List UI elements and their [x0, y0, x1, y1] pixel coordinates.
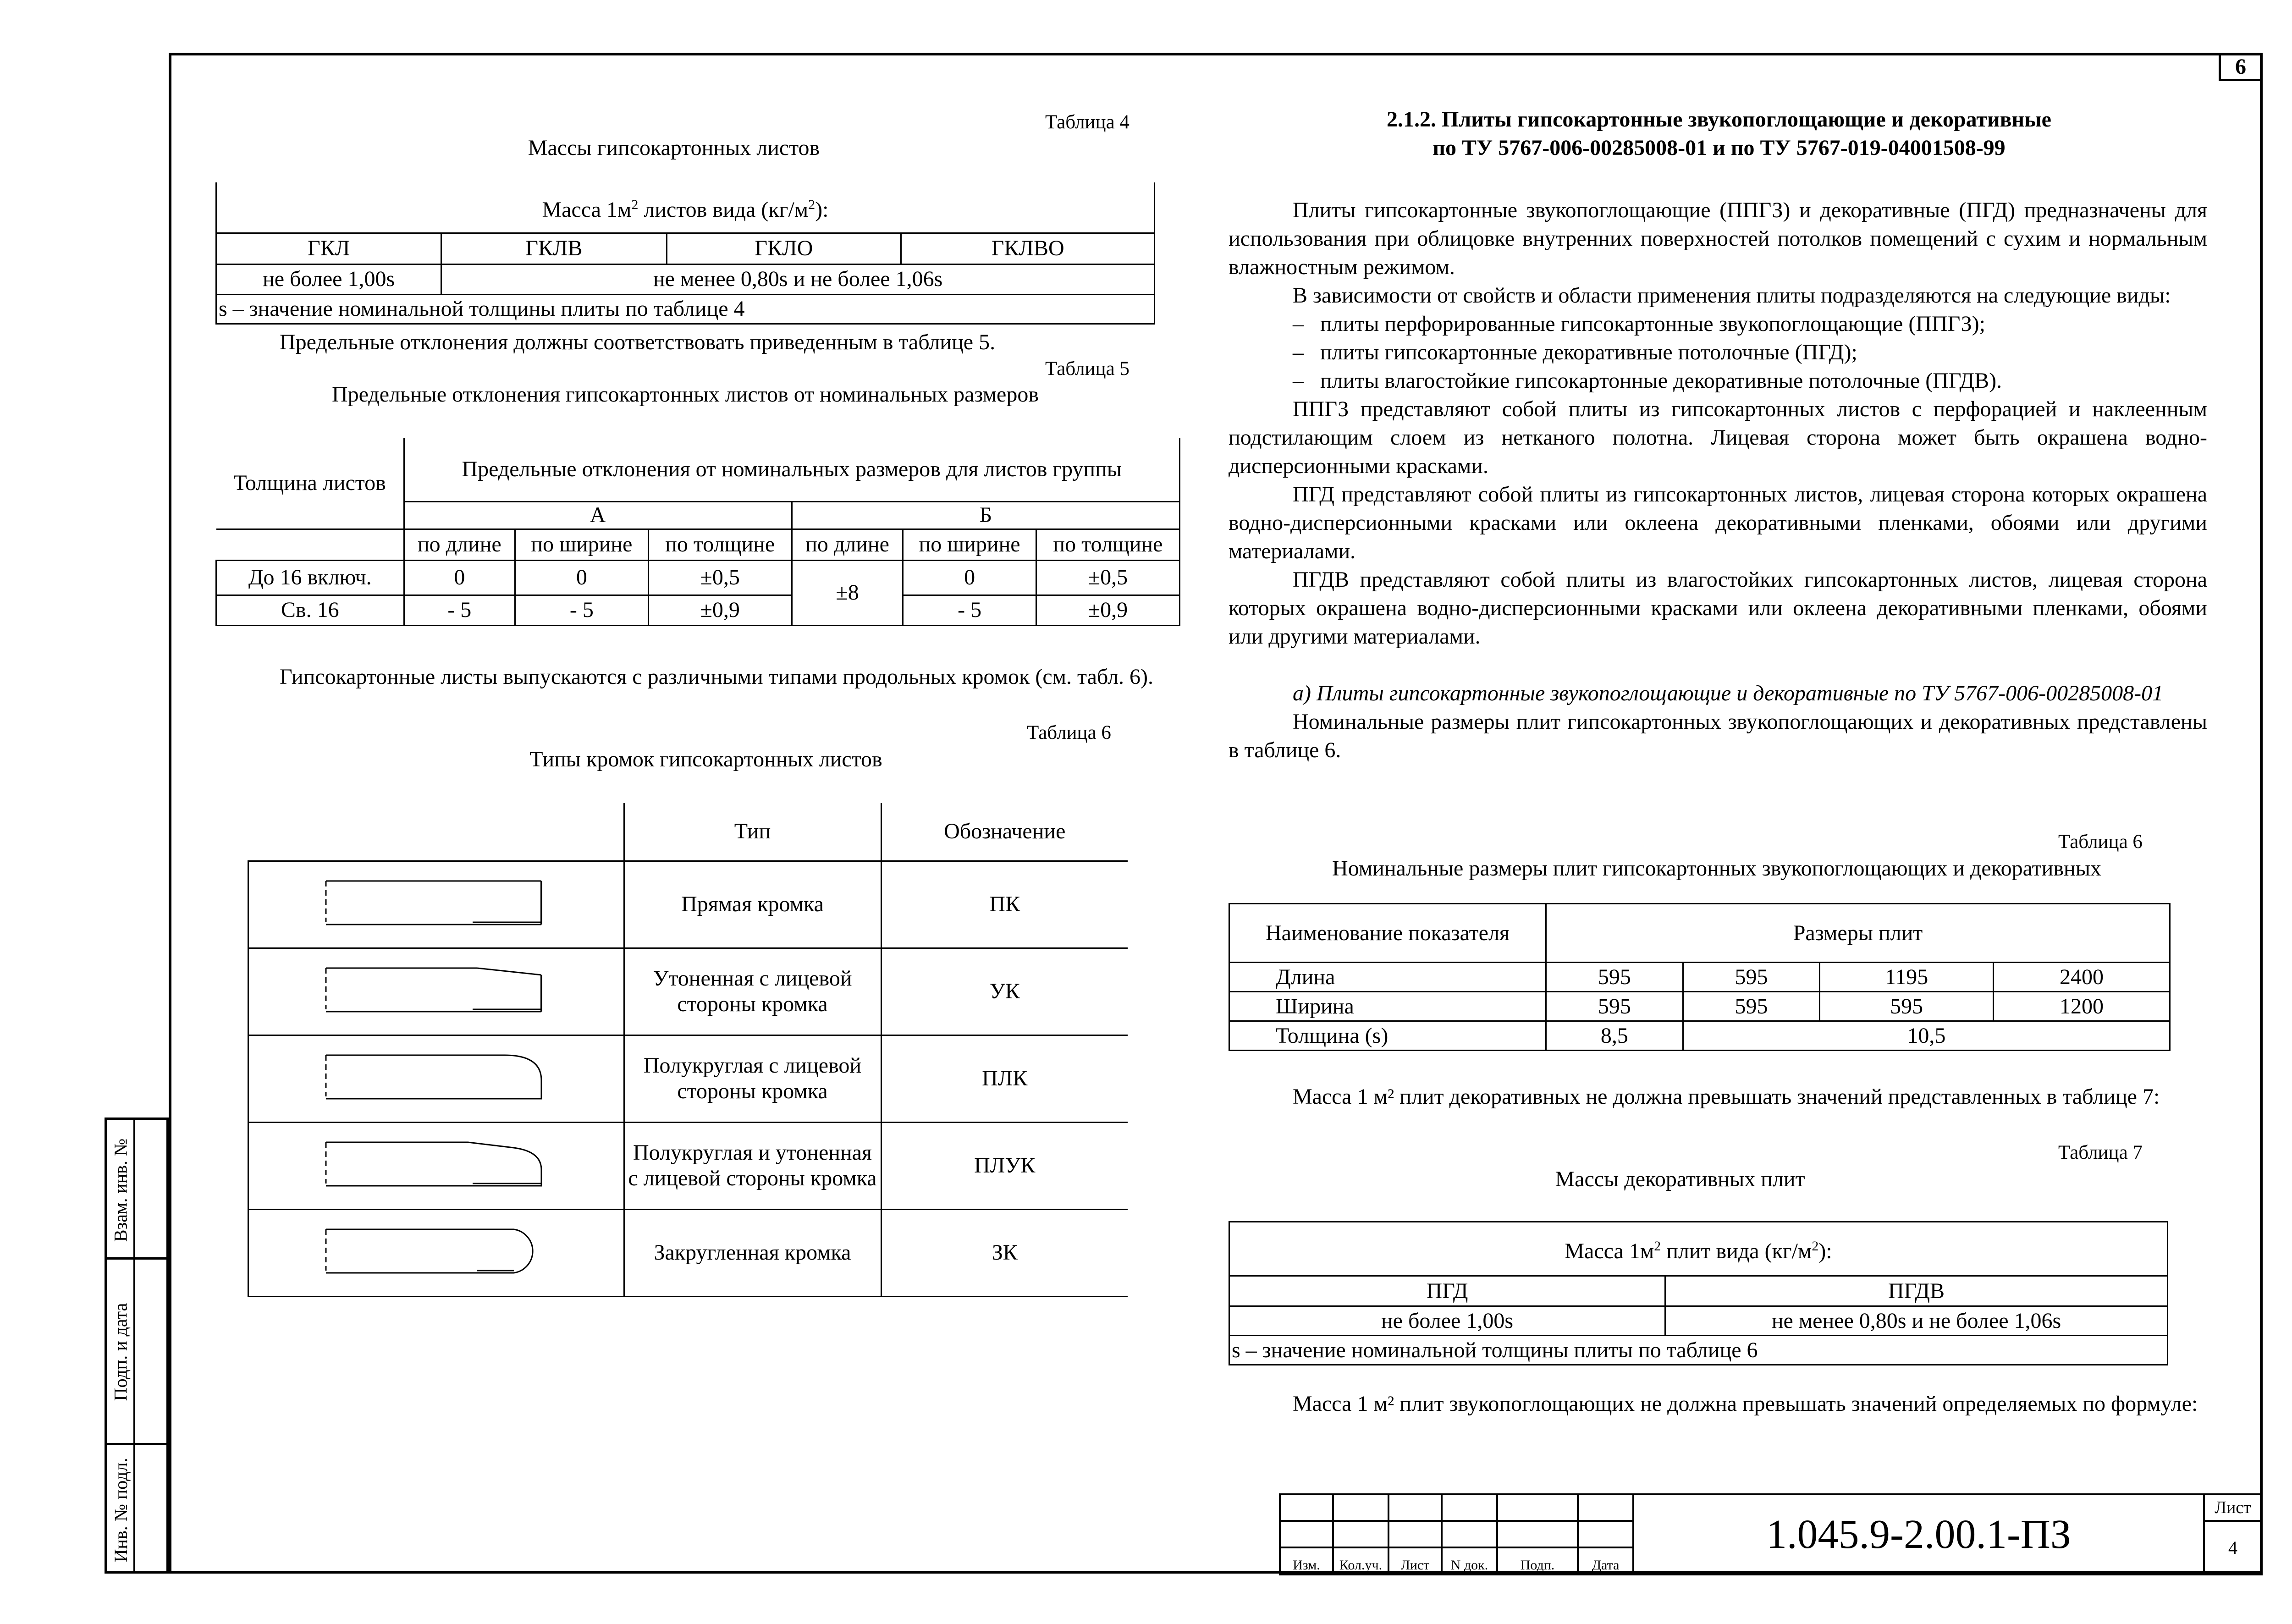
list-item-1: – плиты перфорированные гипсокартонные звукопоглощающие (ППГЗ); — [1293, 312, 1985, 336]
table7-label: Таблица 7 — [2058, 1142, 2143, 1163]
side-box-original-inv — [105, 1443, 169, 1574]
caption-data: Дата — [1578, 1547, 1633, 1574]
edge-code-4: ПЛУК — [881, 1122, 1128, 1209]
para-3: ППГЗ представляют собой плиты из гипсокартонных листов с перфорацией и наклеенным подстилающим слоем из нетканого полотна. Лицевая сторона может быть окрашена водно-дисперсионными красками. — [1229, 397, 2207, 478]
table5-group-b: Б — [792, 501, 1179, 529]
table5-group-a: А — [404, 501, 792, 529]
subsection-a: а) Плиты гипсокартонные звукопоглощающие и декоративные по ТУ 5767-006-00285008-01 — [1293, 681, 2164, 705]
edge-code-1: ПК — [881, 861, 1128, 948]
table7-val-pgdv: не менее 0,80s и не более 1,06s — [1665, 1306, 2168, 1336]
table5-row1-b-width: 0 — [903, 560, 1036, 595]
table6r-label: Таблица 6 — [2058, 831, 2143, 853]
table4-title: Массы гипсокартонных листов — [528, 136, 820, 160]
table4-note: s – значение номинальной толщины плиты по таблице 4 — [216, 294, 1155, 324]
section-heading-line2: по ТУ 5767-006-00285008-01 и по ТУ 5767-019-04001508-99 — [1432, 136, 2006, 160]
table7 — [1229, 1221, 2168, 1365]
table7-val-pgd: не более 1,00s — [1229, 1306, 1665, 1336]
table5-sub-a-thickness: по толщине — [648, 529, 792, 560]
table5-row2-b-thickness: ±0,9 — [1036, 595, 1179, 625]
edge-type-1: Прямая кромка — [624, 861, 881, 948]
table7-header: Масса $1м^2$ плит вида $(кг/м^2)$: — [1229, 1222, 2168, 1276]
edge-sketch-tapered — [248, 948, 624, 1035]
table5-sub-b-width: по ширине — [903, 529, 1036, 560]
table5-sub-a-length: по длине — [404, 529, 515, 560]
side-box-sign-date — [105, 1257, 169, 1445]
section-heading — [1229, 105, 2209, 162]
table6-col-code: Обозначение — [881, 803, 1128, 861]
table5-row1-b-thickness: ±0,5 — [1036, 560, 1179, 595]
table5-title: Предельные отклонения гипсокартонных листов от номинальных размеров — [331, 382, 1039, 407]
caption-izm: Изм. — [1280, 1547, 1333, 1574]
edge-sketch-semicircular — [248, 1035, 624, 1122]
edge-type-5: Закругленная кромка — [624, 1209, 881, 1296]
side-label-replace-inv: Взам. инв. № — [110, 1138, 131, 1242]
sheet-label: Лист — [2204, 1494, 2262, 1521]
table7-note: s – значение номинальной толщины плиты по таблице 6 — [1229, 1336, 2168, 1365]
para-2: В зависимости от свойств и области применения плиты подразделяются на следующие виды: — [1293, 283, 2171, 308]
top-sheet-number: 6 — [2219, 53, 2263, 81]
table5 — [215, 438, 1180, 626]
sheet-number: 4 — [2204, 1521, 2262, 1574]
table5-col-thickness: Толщина листов — [216, 438, 404, 529]
table6r-col-sizes: Размеры плит — [1546, 904, 2170, 963]
list-item-2: – плиты гипсокартонные декоративные потолочные (ПГД); — [1293, 340, 1857, 364]
table4 — [215, 182, 1155, 325]
table6r-length-3: 1195 — [1820, 963, 1994, 992]
table5-row2-a-width: - 5 — [515, 595, 649, 625]
table6r-length-label: Длина — [1229, 963, 1546, 992]
straight-edge-drawing — [275, 872, 596, 931]
table5-row2-a-length: - 5 — [404, 595, 515, 625]
table5-sub-a-width: по ширине — [515, 529, 649, 560]
table5-row1-a-length: 0 — [404, 560, 515, 595]
table6r-width-label: Ширина — [1229, 992, 1546, 1021]
table6r-length-1: 595 — [1546, 963, 1683, 992]
document-designation: 1.045.9-2.00.1-ПЗ — [1633, 1494, 2204, 1574]
semicircular-edge-drawing — [275, 1046, 596, 1106]
table5-row2-a-thickness: ±0,9 — [648, 595, 792, 625]
side-box-replace-inv — [105, 1118, 169, 1260]
edge-code-2: УК — [881, 948, 1128, 1035]
table6r-title: Номинальные размеры плит гипсокартонных звукопоглощающих и декоративных — [1332, 856, 2101, 881]
table4-value-others: не менее 0,80s и не более 1,06s — [441, 264, 1155, 294]
table5-row1-a-thickness: ±0,5 — [648, 560, 792, 595]
caption-n-dok: N док. — [1442, 1547, 1497, 1574]
table6r-col-name: Наименование показателя — [1229, 904, 1546, 963]
table5-b-length: ±8 — [792, 560, 903, 625]
table6-label: Таблица 6 — [1027, 722, 1111, 743]
edge-sketch-semicircular-tapered — [248, 1122, 624, 1209]
caption-list: Лист — [1388, 1547, 1442, 1574]
side-label-sign-date: Подп. и дата — [110, 1303, 131, 1401]
title-block — [1279, 1493, 2263, 1574]
table6r-length-2: 595 — [1683, 963, 1820, 992]
side-label-original-inv: Инв. № подл. — [110, 1458, 131, 1563]
caption-podp: Подп. — [1497, 1547, 1578, 1574]
edge-type-2: Утоненная с лицевой стороны кромка — [624, 948, 881, 1035]
para-4: ПГД представляют собой плиты из гипсокартонных листов, лицевая сторона которых окрашена водно-дисперсионными красками или оклеена декоративными пленками, обоями или другими материалами. — [1229, 482, 2207, 563]
table6r-length-4: 2400 — [1993, 963, 2170, 992]
para-6: Номинальные размеры плит гипсокартонных звукопоглощающих и декоративных представлены в таблице 6. — [1229, 710, 2207, 762]
edge-type-3: Полукруглая с лицевой стороны кромка — [624, 1035, 881, 1122]
table5-row2-name: Св. 16 — [216, 595, 404, 625]
table6r-width-3: 595 — [1820, 992, 1994, 1021]
table6r-width-2: 595 — [1683, 992, 1820, 1021]
edge-sketch-straight — [248, 861, 624, 948]
table4-col-gkl: ГКЛ — [216, 233, 441, 264]
right-text-block — [1229, 196, 2207, 765]
table6r-thickness-label: Толщина (s) — [1229, 1021, 1546, 1051]
table5-row2-b-width: - 5 — [903, 595, 1036, 625]
table7-title: Массы декоративных плит — [1555, 1167, 1805, 1191]
table6-col-type: Тип — [624, 803, 881, 861]
table5-row1-a-width: 0 — [515, 560, 649, 595]
table4-header: Масса $1м^2$ листов вида $(кг/м^2)$: — [216, 182, 1155, 233]
table5-row1-name: До 16 включ. — [216, 560, 404, 595]
edge-sketch-rounded — [248, 1209, 624, 1296]
table5-label: Таблица 5 — [1045, 358, 1129, 380]
table7-col-pgdv: ПГДВ — [1665, 1276, 2168, 1306]
para-7: Масса 1 м² плит декоративных не должна превышать значений представленных в таблице 7: — [1293, 1085, 2160, 1109]
table4-value-gkl: не более 1,00s — [216, 264, 441, 294]
para-8: Масса 1 м² плит звукопоглощающих не должна превышать значений определяемых по формуле: — [1293, 1392, 2198, 1416]
table5-sub-b-length: по длине — [792, 529, 903, 560]
table6r-thickness-b: 10,5 — [1683, 1021, 2170, 1051]
edge-code-5: ЗК — [881, 1209, 1128, 1296]
tapered-edge-drawing — [275, 959, 596, 1018]
table6-title: Типы кромок гипсокартонных листов — [529, 747, 882, 771]
table4-col-gklvo: ГКЛВО — [901, 233, 1155, 264]
semicircular-tapered-edge-drawing — [275, 1133, 596, 1193]
table5-sub-b-thickness: по толщине — [1036, 529, 1179, 560]
table6-edges — [248, 803, 1128, 1297]
caption-kol-uch: Кол.уч. — [1333, 1547, 1388, 1574]
rounded-edge-drawing — [275, 1220, 596, 1280]
table4-label: Таблица 4 — [1045, 111, 1129, 133]
edge-code-3: ПЛК — [881, 1035, 1128, 1122]
table5-header-main: Предельные отклонения от номинальных размеров для листов группы — [404, 438, 1180, 501]
table4-col-gklv: ГКЛВ — [441, 233, 667, 264]
table6r-width-1: 595 — [1546, 992, 1683, 1021]
table7-col-pgd: ПГД — [1229, 1276, 1665, 1306]
para-5: ПГДВ представляют собой плиты из влагостойких гипсокартонных листов, лицевая сторона которых окрашена водно-дисперсионными красками или оклеена декоративными пленками, обоями или другими материалами. — [1229, 567, 2207, 649]
table6r-thickness-a: 8,5 — [1546, 1021, 1683, 1051]
edge-type-4: Полукруглая и утоненная с лицевой стороны кромка — [624, 1122, 881, 1209]
table4-col-gklo: ГКЛО — [667, 233, 901, 264]
list-item-3: – плиты влагостойкие гипсокартонные декоративные потолочные (ПГДВ). — [1293, 369, 2002, 393]
para-1: Плиты гипсокартонные звукопоглощающие (ППГЗ) и декоративные (ПГД) предназначены для использования при облицовке внутренних поверхностей потолков помещений с сухим и нормальным влажностным режимом. — [1229, 198, 2207, 279]
table6-sizes — [1229, 903, 2171, 1051]
para-table5-ref: Предельные отклонения должны соответствовать приведенным в таблице 5. — [280, 330, 996, 354]
table6r-width-4: 1200 — [1993, 992, 2170, 1021]
para-edges: Гипсокартонные листы выпускаются с различными типами продольных кромок (см. табл. 6). — [280, 665, 1154, 689]
section-heading-line1: 2.1.2. Плиты гипсокартонные звукопоглощающие и декоративные — [1387, 107, 2051, 132]
